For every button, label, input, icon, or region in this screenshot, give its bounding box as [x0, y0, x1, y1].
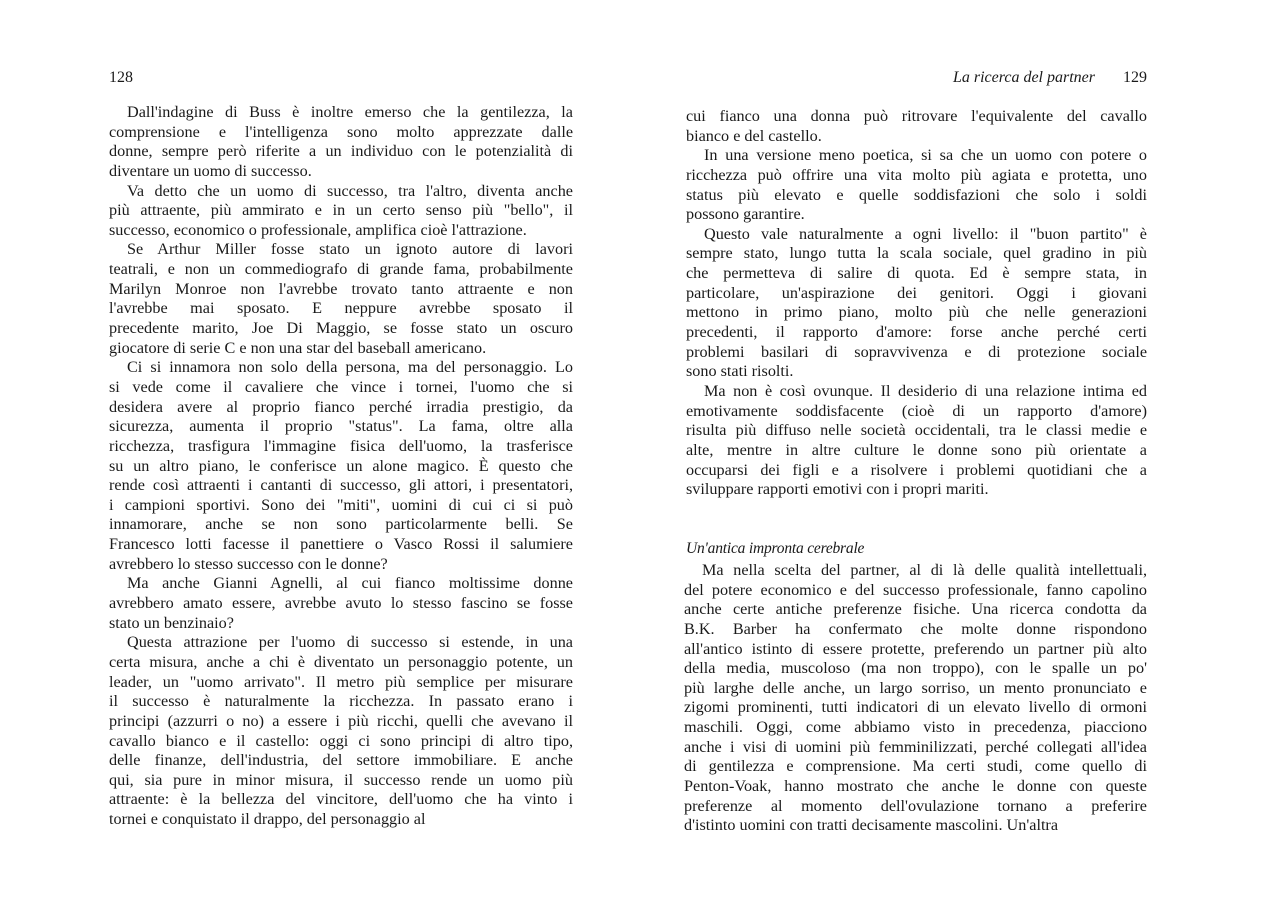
paragraph	[109, 103, 573, 182]
text-line: del potere economico e del successo professionale, fanno capolino	[684, 580, 1147, 599]
paragraph	[686, 146, 1147, 225]
section	[684, 540, 1147, 836]
text-line: sicurezza, aumenta il proprio "status". La fama, oltre alla	[109, 417, 573, 436]
paragraph	[109, 240, 573, 358]
text-line: successo, economico o professionale, amplifica cioè l'attrazione.	[109, 220, 527, 239]
paragraph	[109, 574, 573, 633]
section-body	[684, 561, 1147, 836]
text-line: B.K. Barber ha confermato che molte donne rispondono	[684, 619, 1147, 638]
paragraph	[109, 182, 573, 241]
text-line: della media, muscoloso (ma non troppo), con le spalle un po'	[684, 659, 1147, 678]
text-line: innamorare, anche se non sono particolarmente belli. Se	[109, 515, 573, 534]
text-line: Ma anche Gianni Agnelli, al cui fianco moltissime donne	[127, 574, 573, 593]
text-line: rende così attraenti i cantanti di successo, gli attori, i presentatori,	[109, 476, 573, 495]
text-line: attraente: è la bellezza del vincitore, dell'uomo che ha vinto i	[109, 790, 573, 809]
text-line: particolare, un'aspirazione dei genitori. Oggi i giovani	[686, 283, 1147, 302]
text-line: Marilyn Monroe non l'avrebbe trovato tanto attraente e non	[109, 279, 573, 298]
text-line: più larghe delle anche, un largo sorriso, un mento pronunciato e	[684, 678, 1147, 697]
text-line: Penton-Voak, hanno mostrato che anche le donne con queste	[684, 777, 1147, 796]
text-line: status più elevato e quelle soddisfazioni che solo i soldi	[686, 185, 1147, 204]
section-heading: Un'antica impronta cerebrale	[686, 540, 865, 557]
text-line: l'avrebbe mai sposato. E neppure avrebbe sposato il	[109, 299, 573, 318]
paragraph	[686, 382, 1147, 500]
text-line: cavallo bianco e il castello: oggi ci sono principi di altro tipo,	[109, 731, 573, 750]
text-line: anche i visi di uomini più femminilizzati, perché collegati all'idea	[684, 737, 1147, 756]
text-line: Ma non è così ovunque. Il desiderio di una relazione intima ed	[704, 381, 1147, 400]
paragraph	[684, 561, 1147, 836]
text-line: Va detto che un uomo di successo, tra l'altro, diventa anche	[127, 181, 573, 200]
text-line: avrebbero amato essere, avrebbe avuto lo stesso fascino se fosse	[109, 594, 573, 613]
page-number: 129	[1123, 69, 1147, 86]
paragraph	[686, 225, 1147, 382]
text-line: risulta più diffuso nelle società occidentali, tra le classi medie e	[686, 421, 1147, 440]
text-line: sono stati risolti.	[686, 362, 794, 381]
text-line: ricchezza può offrire una vita molto più agiata e protetta, uno	[686, 165, 1147, 184]
text-line: problemi basilari di sopravvivenza e di protezione sociale	[686, 342, 1147, 361]
text-line: Ma nella scelta del partner, al di là delle qualità intellettuali,	[702, 561, 1147, 579]
text-line: sempre stato, lungo tutta la scala sociale, quel gradino in più	[686, 244, 1147, 263]
text-line: il successo è naturalmente la ricchezza. In passato erano i	[109, 692, 573, 711]
page-number: 128	[109, 69, 133, 86]
text-line: Questo vale naturalmente a ogni livello: il "buon partito" è	[704, 224, 1147, 243]
left-page-body	[109, 103, 573, 830]
text-line: su un altro piano, le conferisce un alone magico. È questo che	[109, 456, 573, 475]
text-line: Se Arthur Miller fosse stato un ignoto autore di lavori	[127, 240, 573, 259]
running-head: La ricerca del partner	[952, 69, 1095, 86]
text-line: leader, un "uomo arrivato". Il metro più semplice per misurare	[109, 672, 573, 691]
text-line: Francesco lotti facesse il panettiere o Vasco Rossi il salumiere	[109, 535, 573, 554]
text-line: avrebbero lo stesso successo con le donne?	[109, 554, 388, 573]
text-line: d'istinto uomini con tratti decisamente mascolini. Un'altra	[684, 816, 1059, 835]
text-line: delle finanze, dell'industria, del settore immobiliare. E anche	[109, 751, 573, 770]
paragraph	[686, 107, 1147, 146]
text-line: comprensione e l'intelligenza sono molto apprezzate dalle	[109, 122, 573, 141]
text-line: diventare un uomo di successo.	[109, 161, 312, 180]
text-line: preferenze al momento dell'ovulazione tornano a preferire	[684, 796, 1147, 815]
text-line: stato un benzinaio?	[109, 613, 234, 632]
text-line: occuparsi dei figli e a risolvere i problemi quotidiani che a	[686, 460, 1147, 479]
text-line: possono garantire.	[686, 205, 805, 224]
text-line: zigomi prominenti, tutti indicatori di un elevato livello di ormoni	[684, 698, 1147, 717]
text-line: che permetteva di salire di quota. Ed è sempre stata, in	[686, 264, 1147, 283]
text-line: di gentilezza e comprensione. Ma certi studi, come quello di	[684, 757, 1147, 776]
text-line: teatrali, e non un commediografo di grande fama, probabilmente	[109, 260, 573, 279]
text-line: bianco e del castello.	[686, 126, 822, 145]
text-line: principi (azzurri o no) a essere i più ricchi, quelli che avevano il	[109, 711, 573, 730]
text-line: In una versione meno poetica, si sa che un uomo con potere o	[704, 146, 1147, 165]
text-line: sviluppare rapporti emotivi con i propri mariti.	[686, 480, 989, 499]
text-line: cui fianco una donna può ritrovare l'equivalente del cavallo	[686, 107, 1147, 125]
text-line: Dall'indagine di Buss è inoltre emerso che la gentilezza, la	[127, 103, 573, 121]
paragraph	[109, 358, 573, 574]
text-line: maschili. Oggi, come abbiamo visto in precedenza, piacciono	[684, 718, 1147, 737]
text-line: all'antico istinto di essere protette, preferendo un partner più alto	[684, 639, 1147, 658]
paragraph	[109, 633, 573, 829]
text-line: qui, sia pure in minor misura, il successo rende un uomo più	[109, 770, 573, 789]
text-line: Ci si innamora non solo della persona, ma del personaggio. Lo	[127, 358, 573, 377]
text-line: Questa attrazione per l'uomo di successo si estende, in una	[127, 633, 573, 652]
right-page-body	[686, 107, 1147, 500]
text-line: precedenti, il rapporto d'amore: forse anche perché certi	[686, 323, 1147, 342]
text-line: mettono in primo piano, molto più che nelle generazioni	[686, 303, 1147, 322]
text-line: alte, mentre in altre culture le donne sono più orientate a	[686, 440, 1147, 459]
text-line: donne, sempre però riferite a un individuo con le potenzialità di	[109, 142, 573, 161]
text-line: precedente marito, Joe Di Maggio, se fosse stato un oscuro	[109, 319, 573, 338]
text-line: i campioni sportivi. Sono dei "miti", uomini di cui ci si può	[109, 495, 573, 514]
text-line: ricchezza, trasfigura l'immagine fisica dell'uomo, la trasferisce	[109, 436, 573, 455]
text-line: tornei e conquistato il drappo, del personaggio al	[109, 810, 426, 829]
text-line: certa misura, anche a chi è diventato un personaggio potente, un	[109, 652, 573, 671]
text-line: anche certe antiche preferenze fisiche. Una ricerca condotta da	[684, 600, 1147, 619]
text-line: più attraente, più ammirato e in un certo senso più "bello", il	[109, 201, 573, 220]
text-line: giocatore di serie C e non una star del baseball americano.	[109, 338, 487, 357]
page-header	[953, 68, 1147, 87]
text-line: emotivamente soddisfacente (cioè di un rapporto d'amore)	[686, 401, 1147, 420]
text-line: si vede come il cavaliere che vince i tornei, l'uomo che si	[109, 377, 573, 396]
text-line: desidera avere al proprio fianco perché irradia prestigio, da	[109, 397, 573, 416]
